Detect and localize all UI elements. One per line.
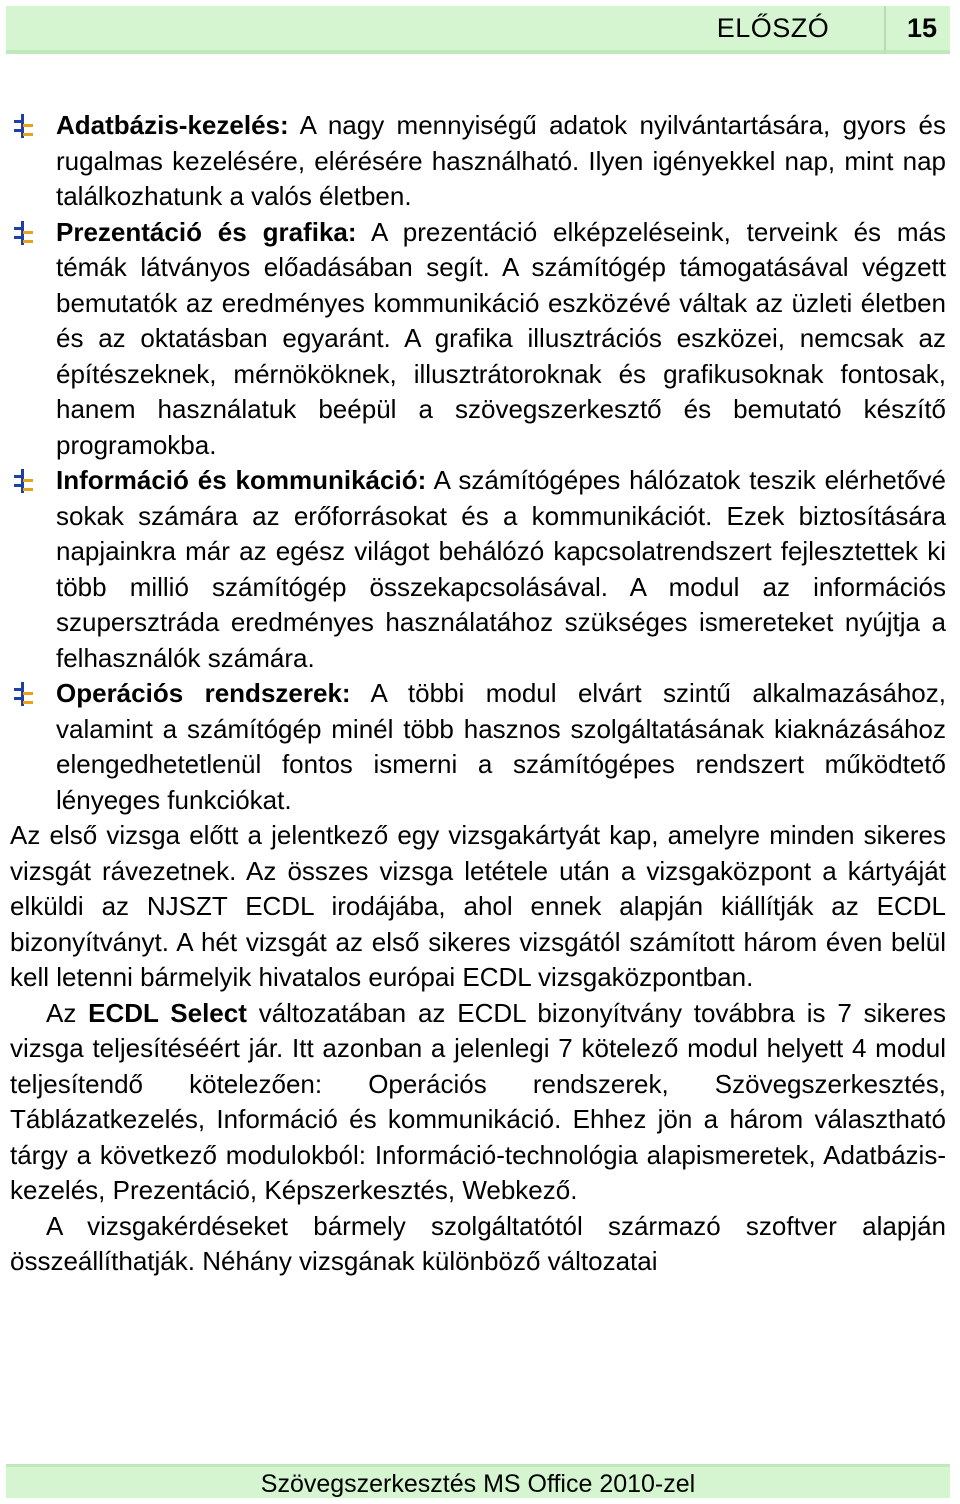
bullet-item	[10, 676, 946, 818]
paragraph: A vizsgakérdéseket bármely szolgáltatótól származó szoftver alapján összeállíthatják. Néhány vizsgának különböző változatai	[10, 1210, 946, 1276]
page-content	[10, 108, 946, 1280]
bullet-term: Információ és kommunikáció:	[56, 465, 427, 495]
page-number: 15	[906, 13, 938, 43]
bullet-term: Operációs rendszerek:	[56, 678, 351, 708]
bullet-term: Prezentáció és grafika:	[56, 216, 357, 247]
paragraph: Az első vizsga előtt a jelentkező egy vizsgakártyát kap, amelyre minden sikeres vizsgát rávezetnek. Az összes vizsga letétele után a vizsgaközpont a kártyáját elküldi az NJSZT ECDL irodájába, ahol ennek alapján kiállítják az ECDL bizonyítványt. A hét vizsgát az első sikeres vizsgától számított három éven belül kell letenni bármelyik hivatalos európai ECDL vizsgaközpontban.	[10, 820, 946, 992]
bullet-item	[10, 215, 946, 464]
flag-bullet-icon	[12, 114, 34, 138]
ecdl-select-term: ECDL Select	[88, 997, 247, 1028]
chapter-title: ELŐSZÓ	[716, 13, 830, 43]
bullet-text: A számítógépes hálózatok teszik elérhetővé sokak számára az erőforrásokat és a kommunikációt. Ezek biztosítására napjainkra már az egész világot behálózó kapcsolatrendszert fejlesztettek ki több millió számítógép összekapcsolásával. A modul az információs szupersztráda eredményes használatához szükséges ismereteket nyújtja a felhasználók számára.	[56, 465, 946, 673]
bullet-item	[10, 463, 946, 676]
bullet-text: A prezentáció elképzeléseink, terveink és más témák látványos előadásában segít. A számítógép támogatásával végzett bemutatók az eredményes kommunikáció eszközévé váltak az üzleti életben és az oktatásban egyaránt. A grafika illusztrációs eszközei, nemcsak az építészeknek, mérnököknek, illusztrátoroknak és grafikusoknak fontosak, hanem használatuk beépül a szövegszerkesztő és bemutató készítő programokba.	[56, 216, 947, 460]
bullet-text: A többi modul elvárt szintű alkalmazásához, valamint a számítógép minél több hasznos szolgáltatásának kiaknázásához elengedhetetlenül fontos ismerni a számítógépes rendszert működtető lényeges funkciókat.	[56, 678, 946, 815]
paragraph-text: Az	[46, 997, 89, 1028]
page-footer	[6, 1464, 950, 1498]
flag-bullet-icon	[12, 469, 34, 493]
bullet-text: A nagy mennyiségű adatok nyilvántartására, gyors és rugalmas kezelésére, elérésére használható. Ilyen igényekkel nap, mint nap találkozhatunk a valós életben.	[56, 110, 946, 211]
page-header	[6, 6, 950, 54]
footer-title: Szövegszerkesztés MS Office 2010-zel	[260, 1470, 696, 1498]
paragraph-text: változatában az ECDL bizonyítvány továbbra is 7 sikeres vizsga teljesítéséért jár. Itt azonban a jelenlegi 7 kötelező modul helyett 4 modul teljesítendő kötelezően: Operációs rendszerek, Szövegszerkesztés, Táblázatkezelés, Információ és kommunikáció. Ehhez jön a három választható tárgy a következő modulokból: Információ-technológia alapismeretek, Adatbázis-kezelés, Prezentáció, Képszerkesztés, Webkező.	[10, 997, 946, 1205]
header-divider	[884, 6, 886, 54]
bullet-term: Adatbázis-kezelés:	[56, 110, 289, 140]
flag-bullet-icon	[12, 221, 34, 245]
paragraph	[10, 996, 946, 1209]
flag-bullet-icon	[12, 682, 34, 706]
bullet-item	[10, 108, 946, 215]
